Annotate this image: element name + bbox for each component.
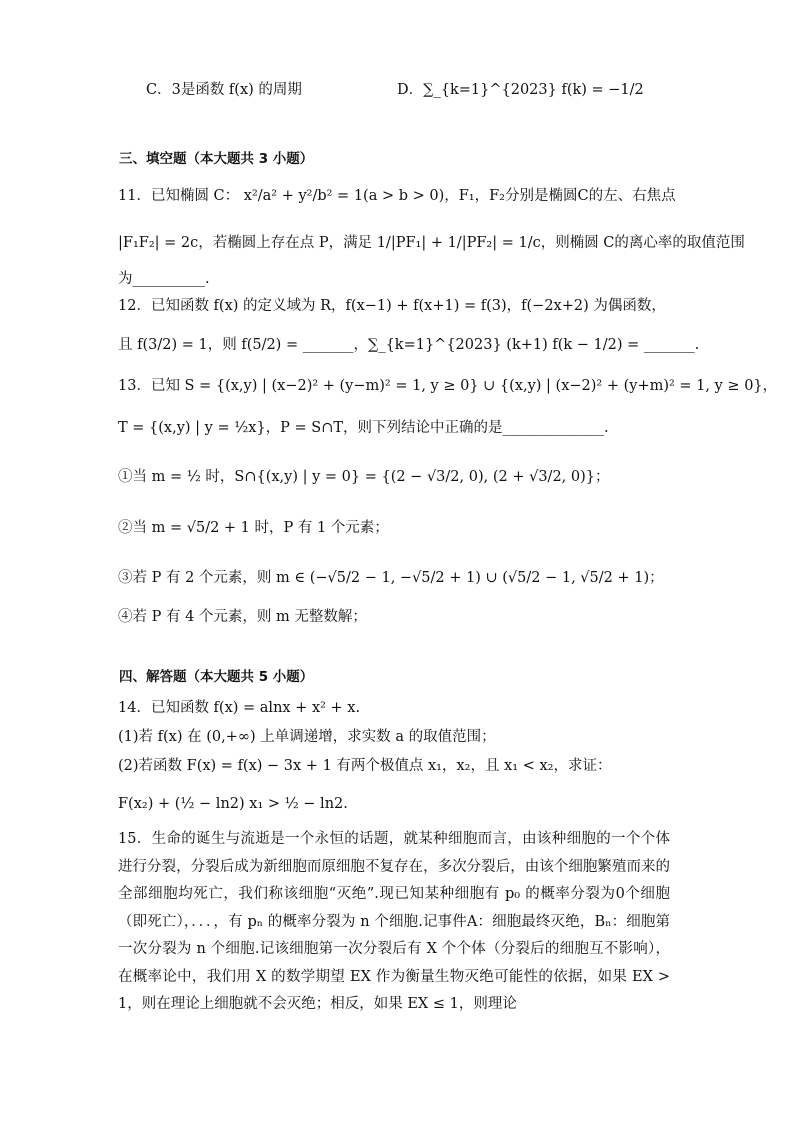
q14-line1: 14．已知函数 f(x) = alnx + x² + x. xyxy=(118,700,361,716)
q12-line1: 12．已知函数 f(x) 的定义域为 R，f(x−1) + f(x+1) = f(3)，f(−2x+2) 为偶函数， xyxy=(118,298,666,314)
q13-item4: ④若 P 有 4 个元素，则 m 无整数解； xyxy=(118,609,367,625)
section-answer-title: 四、解答题（本大题共 5 小题） xyxy=(119,669,314,685)
option-c: C．3是函数 f(x) 的周期 xyxy=(146,82,302,98)
q13-item2: ②当 m = √5/2 + 1 时，P 有 1 个元素； xyxy=(118,520,389,536)
q11-line1: 11．已知椭圆 C： x²/a² + y²/b² = 1(a > b > 0)，F₁，F₂分别是椭圆C的左、右焦点 xyxy=(118,188,676,204)
q13-line2: T = {(x,y) | y = ½x}，P = S∩T，则下列结论中正确的是______________. xyxy=(118,420,609,436)
option-d: D．∑_{k=1}^{2023} f(k) = −1/2 xyxy=(397,82,644,98)
q14-line2: (1)若 f(x) 在 (0,+∞) 上单调递增，求实数 a 的取值范围； xyxy=(118,729,496,745)
q12-line2: 且 f(3/2) = 1，则 f(5/2) = _______，∑_{k=1}^{2023} (k+1) f(k − 1/2) = _______. xyxy=(118,337,700,353)
q13-line1: 13．已知 S = {(x,y) | (x−2)² + (y−m)² = 1, y ≥ 0} ∪ {(x,y) | (x−2)² + (y+m)² = 1, y ≥ 0}， xyxy=(118,378,778,394)
q15-paragraph: 15．生命的诞生与流逝是一个永恒的话题，就某种细胞而言，由该种细胞的一个个体进行分裂，分裂后成为新细胞而原细胞不复存在，多次分裂后，由该个细胞繁殖而来的全部细胞均死亡，我们称该细胞“灭绝”.现已知某种细胞有 p₀ 的概率分裂为0个细胞（即死亡），．．．，有 pₙ 的概率分裂为 n 个细胞.记事件A：细胞最终灭绝，Bₙ：细胞第一次分裂为 n 个细胞.记该细胞第一次分裂后有 X 个个体（分裂后的细胞互不影响），在概率论中，我们用 X 的数学期望 EX 作为衡量生物灭绝可能性的依据，如果 EX > 1，则在理论上细胞就不会灭绝；相反，如果 EX ≤ 1，则理论 xyxy=(118,831,670,1012)
q14-line4: F(x₂) + (½ − ln2) x₁ > ½ − ln2. xyxy=(118,796,348,812)
q13-item1: ①当 m = ½ 时，S∩{(x,y) | y = 0} = {(2 − √3/2, 0), (2 + √3/2, 0)}； xyxy=(118,469,610,485)
q14-line3: (2)若函数 F(x) = f(x) − 3x + 1 有两个极值点 x₁，x₂，且 x₁ < x₂，求证： xyxy=(118,758,612,774)
section-fill-in-title: 三、填空题（本大题共 3 小题） xyxy=(119,151,314,167)
q11-line3: 为__________. xyxy=(118,271,210,287)
q13-item3: ③若 P 有 2 个元素，则 m ∈ (−√5/2 − 1, −√5/2 + 1) ∪ (√5/2 − 1, √5/2 + 1)； xyxy=(118,570,664,586)
q11-line2: |F₁F₂| = 2c，若椭圆上存在点 P，满足 1/|PF₁| + 1/|PF₂| = 1/c，则椭圆 C的离心率的取值范围 xyxy=(118,235,745,251)
